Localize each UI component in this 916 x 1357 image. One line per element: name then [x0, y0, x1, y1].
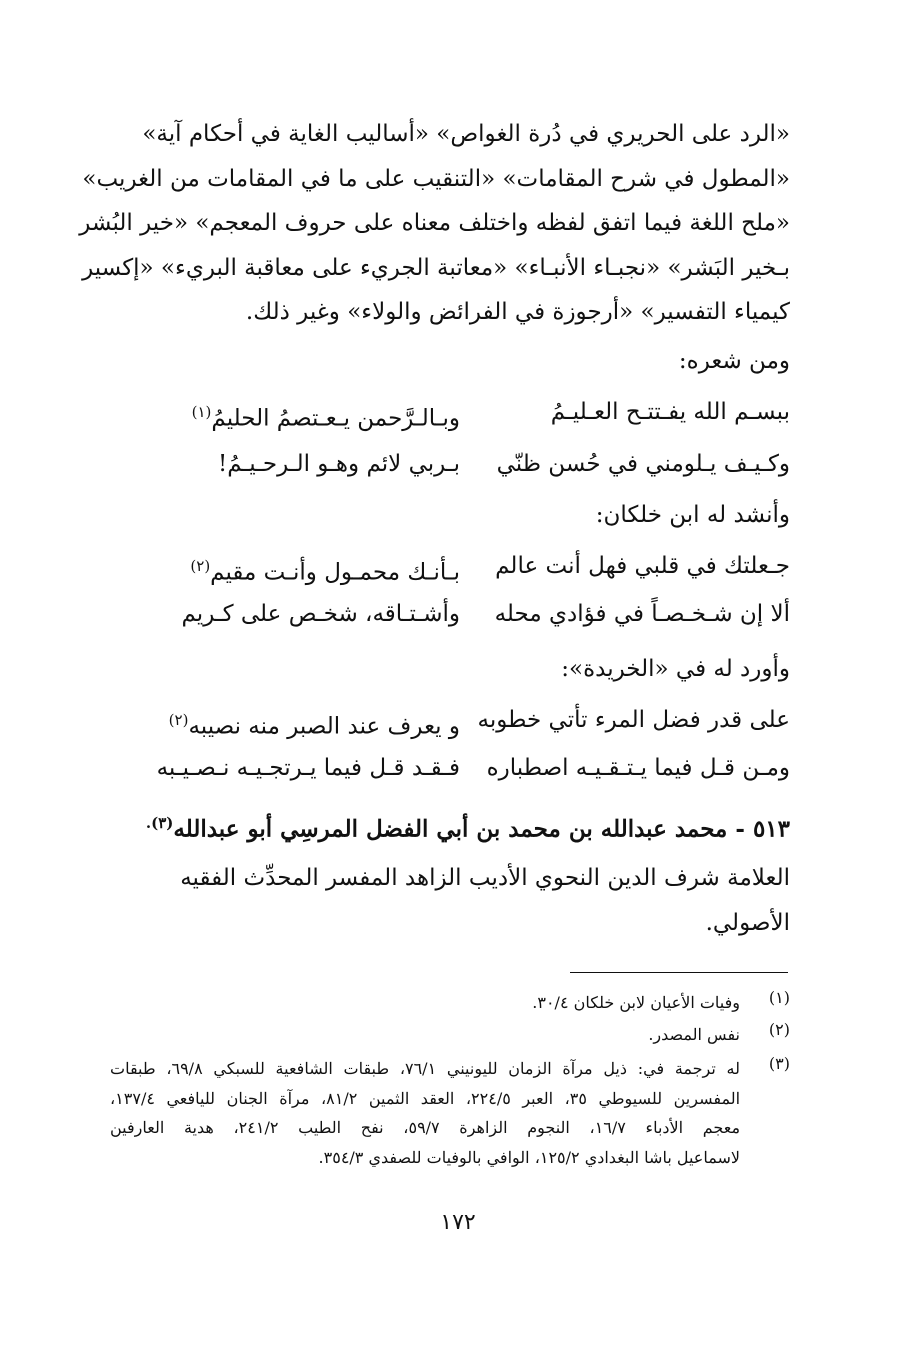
verse-line: [110, 596, 790, 632]
footnote-number: (١): [768, 988, 790, 1007]
footnote-ref: (٣).: [145, 814, 174, 832]
verse-first-hemistich: جـعلتك في قلبي فهل أنت عالم: [495, 553, 790, 579]
footnote: [110, 1020, 790, 1050]
verse-first-hemistich: ببسـم الله يفـتتـح العـليـمُ: [550, 399, 790, 425]
verse-line: [110, 548, 790, 584]
text-line: الأصولي.: [705, 909, 790, 936]
biography-title: ٥١٣ - محمد عبدالله بن محمد بن أبي الفضل المرسِي أبو عبدالله: [173, 815, 790, 843]
poetry-intro: وأنشد له ابن خلكان:: [595, 502, 790, 528]
footnote-text: المفسرين للسيوطي ٣٥، العبر ٢٢٤/٥، العقد الثمين ٨١/٢، مرآة الجنان لليافعي ١٣٧/٤،: [110, 1088, 741, 1108]
biography-paragraph: [110, 856, 790, 945]
footnote-number: (٣): [768, 1054, 790, 1073]
text-line: «الرد على الحريري في دُرة الغواص» «أساليب الغاية في أحكام آية»: [142, 121, 790, 147]
verse-first-hemistich: ألا إن شـخـصـاً في فؤادي محله: [494, 601, 790, 627]
verse-second-hemistich: وبـالـرَّحمن يـعـتصمُ الحليمُ$^{(١)}$: [191, 403, 460, 432]
verse-line: [110, 702, 790, 738]
footnote-ref: (١): [191, 403, 212, 421]
verse-line: [110, 750, 790, 786]
verse-second-hemistich: و يعرف عند الصبر منه نصيبه$^{(٢)}$: [168, 711, 460, 740]
text-line: «ملح اللغة فيما اتفق لفظه واختلف معناه على حروف المعجم» «خير البُشر: [79, 210, 790, 236]
footnote-text: معجم الأدباء ١٦/٧، النجوم الزاهرة ٥٩/٧، نفح الطيب ٢٤١/٢، هدية العارفين: [110, 1118, 741, 1137]
poetry-intro: ومن شعره:: [678, 348, 790, 374]
footnote-text: نفس المصدر.: [648, 1025, 740, 1044]
verse-second-hemistich: وأشـتـاقه، شخـص على كـريم: [181, 601, 460, 627]
poetry-intro: وأورد له في «الخريدة»:: [561, 656, 790, 682]
footnote-number: (٢): [768, 1020, 790, 1039]
footnote-text: وفيات الأعيان لابن خلكان ٣٠/٤.: [532, 993, 740, 1012]
verse-line: [110, 446, 790, 482]
biography-heading: [110, 808, 790, 845]
verse-second-hemistich: بـربي لائم وهـو الـرحـيـمُ!: [217, 451, 460, 477]
footnote-ref: (٢): [190, 557, 211, 575]
intro-paragraph: [79, 112, 790, 335]
verse-first-hemistich: وكـيـف يـلومني في حُسن ظنّي: [496, 451, 790, 477]
text-line: بـخير البَشر» «نجبـاء الأنبـاء» «معاتبة الجريء على معاقبة البريء» «إكسير: [82, 254, 790, 281]
text-line: كيمياء التفسير» «أرجوزة في الفرائض والولاء» وغير ذلك.: [245, 299, 790, 325]
text-line: العلامة شرف الدين النحوي الأديب الزاهد المفسر المحدِّث الفقيه: [180, 865, 790, 891]
footnote: [110, 1054, 790, 1172]
verse-first-hemistich: على قدر فضل المرء تأتي خطوبه: [477, 707, 790, 733]
text-line: «المطول في شرح المقامات» «التنقيب على ما في المقامات من الغريب»: [82, 165, 790, 192]
footnote-ref: (٢): [168, 711, 189, 729]
footnote-divider: [570, 972, 788, 973]
verse-second-hemistich: فـقـد قـل فيما يـرتجـيـه نـصـيـبه: [156, 755, 460, 781]
verse-second-hemistich: بـأنـك محمـول وأنـت مقيم$^{(٢)}$: [190, 557, 460, 586]
footnote-text: له ترجمة في: ذيل مرآة الزمان لليونيني ٧٦/١، طبقات الشافعية للسبكي ٦٩/٨، طبقات: [110, 1059, 741, 1078]
verse-first-hemistich: ومـن قـل فيما يـتـقـيـه اصطباره: [486, 755, 790, 781]
footnote: [110, 988, 790, 1018]
verse-line: [110, 394, 790, 430]
page-number: ١٧٢: [440, 1210, 476, 1235]
footnote-text: لاسماعيل باشا البغدادي ١٢٥/٢، الوافي بالوفيات للصفدي ٣٥٤/٣.: [318, 1147, 740, 1167]
